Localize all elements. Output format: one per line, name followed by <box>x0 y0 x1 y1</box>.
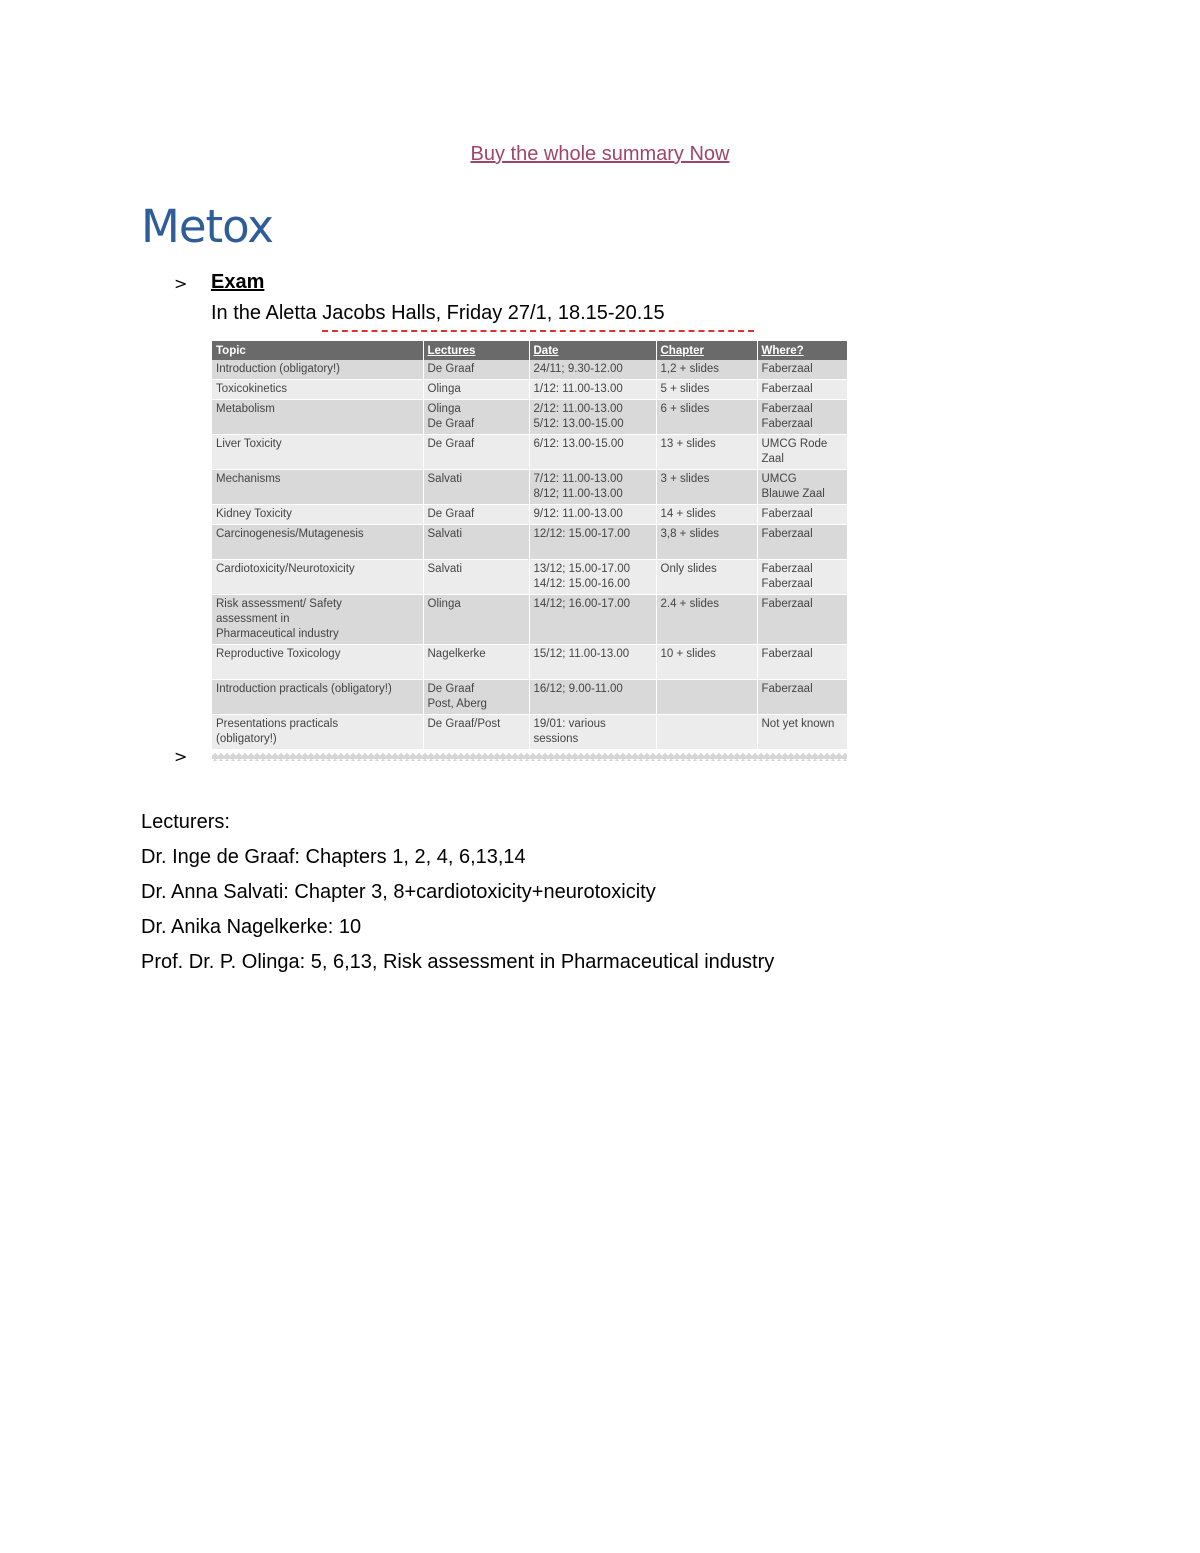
cell-date: 13/12; 15.00-17.00 14/12: 15.00-16.00 <box>529 560 656 595</box>
header-topic: Topic <box>212 341 423 360</box>
torn-edge <box>212 753 847 761</box>
schedule-table <box>212 341 848 750</box>
cell-lectures: Olinga De Graaf <box>423 400 529 435</box>
table-row <box>212 715 847 750</box>
table-row <box>212 645 847 680</box>
cell-topic: Introduction practicals (obligatory!) <box>212 680 423 715</box>
cell-topic: Carcinogenesis/Mutagenesis <box>212 525 423 560</box>
cell-chapter: 6 + slides <box>656 400 757 435</box>
cell-topic: Mechanisms <box>212 470 423 505</box>
cell-where: UMCG Rode Zaal <box>757 435 847 470</box>
table-row <box>212 360 847 380</box>
cell-chapter <box>656 715 757 750</box>
cell-where: Faberzaal Faberzaal <box>757 560 847 595</box>
table-row <box>212 380 847 400</box>
cell-chapter: 3 + slides <box>656 470 757 505</box>
table-row <box>212 560 847 595</box>
lecturer-line: Prof. Dr. P. Olinga: 5, 6,13, Risk assessment in Pharmaceutical industry <box>141 951 775 973</box>
cell-topic: Presentations practicals (obligatory!) <box>212 715 423 750</box>
document-title: Metox <box>141 200 273 253</box>
cell-date: 15/12; 11.00-13.00 <box>529 645 656 680</box>
cell-date: 6/12: 13.00-15.00 <box>529 435 656 470</box>
lecturer-line: Dr. Anika Nagelkerke: 10 <box>141 916 362 938</box>
exam-heading: Exam <box>211 271 265 293</box>
table-row <box>212 680 847 715</box>
cell-date: 14/12; 16.00-17.00 <box>529 595 656 645</box>
lecturer-line: Dr. Anna Salvati: Chapter 3, 8+cardiotoxicity+neurotoxicity <box>141 881 656 903</box>
lecturer-line: Dr. Inge de Graaf: Chapters 1, 2, 4, 6,13,14 <box>141 846 526 868</box>
cell-topic: Reproductive Toxicology <box>212 645 423 680</box>
cell-chapter: 1,2 + slides <box>656 360 757 380</box>
cell-where: Faberzaal <box>757 525 847 560</box>
cell-where: Not yet known <box>757 715 847 750</box>
bullet-chevron-icon: > <box>174 274 188 293</box>
cell-lectures: Nagelkerke <box>423 645 529 680</box>
cell-where: Faberzaal <box>757 505 847 525</box>
header-where: Where? <box>757 341 847 360</box>
cell-chapter: 5 + slides <box>656 380 757 400</box>
cell-lectures: Olinga <box>423 595 529 645</box>
cell-chapter: 3,8 + slides <box>656 525 757 560</box>
cell-chapter: 13 + slides <box>656 435 757 470</box>
cell-where: Faberzaal Faberzaal <box>757 400 847 435</box>
table-row <box>212 525 847 560</box>
table-row <box>212 505 847 525</box>
cell-where: Faberzaal <box>757 645 847 680</box>
cell-topic: Metabolism <box>212 400 423 435</box>
cell-topic: Kidney Toxicity <box>212 505 423 525</box>
cell-chapter: 2.4 + slides <box>656 595 757 645</box>
lecturers-section <box>141 805 774 980</box>
cell-lectures: Salvati <box>423 560 529 595</box>
cell-topic: Liver Toxicity <box>212 435 423 470</box>
bullet-chevron-icon: > <box>174 747 188 766</box>
buy-summary-link[interactable]: Buy the whole summary Now <box>470 143 730 165</box>
cell-lectures: De Graaf <box>423 505 529 525</box>
cell-lectures: De Graaf <box>423 360 529 380</box>
schedule-body <box>212 360 847 750</box>
exam-detail: In the Aletta Jacobs Halls, Friday 27/1, 18.15-20.15 <box>211 302 665 324</box>
cell-topic: Introduction (obligatory!) <box>212 360 423 380</box>
cell-chapter: Only slides <box>656 560 757 595</box>
cell-lectures: De Graaf/Post <box>423 715 529 750</box>
cell-where: Faberzaal <box>757 595 847 645</box>
header-lectures: Lectures <box>423 341 529 360</box>
cell-topic: Cardiotoxicity/Neurotoxicity <box>212 560 423 595</box>
strikethrough-mark <box>322 330 754 332</box>
cell-where: Faberzaal <box>757 680 847 715</box>
cell-lectures: Salvati <box>423 525 529 560</box>
cell-date: 19/01: various sessions <box>529 715 656 750</box>
cell-date: 16/12; 9.00-11.00 <box>529 680 656 715</box>
cell-date: 9/12: 11.00-13.00 <box>529 505 656 525</box>
cell-chapter: 14 + slides <box>656 505 757 525</box>
cell-chapter: 10 + slides <box>656 645 757 680</box>
cell-chapter <box>656 680 757 715</box>
header-chapter: Chapter <box>656 341 757 360</box>
cell-topic: Toxicokinetics <box>212 380 423 400</box>
cell-lectures: Olinga <box>423 380 529 400</box>
cell-where: Faberzaal <box>757 360 847 380</box>
cell-lectures: De Graaf Post, Aberg <box>423 680 529 715</box>
header-date: Date <box>529 341 656 360</box>
cell-date: 12/12: 15.00-17.00 <box>529 525 656 560</box>
cell-where: Faberzaal <box>757 380 847 400</box>
cell-where: UMCG Blauwe Zaal <box>757 470 847 505</box>
cell-date: 24/11; 9.30-12.00 <box>529 360 656 380</box>
table-header-row <box>212 341 847 360</box>
cell-topic: Risk assessment/ Safety assessment in Pharmaceutical industry <box>212 595 423 645</box>
lecturers-heading: Lecturers: <box>141 811 230 833</box>
table-row <box>212 400 847 435</box>
cell-lectures: Salvati <box>423 470 529 505</box>
cell-date: 2/12: 11.00-13.00 5/12: 13.00-15.00 <box>529 400 656 435</box>
cell-date: 7/12: 11.00-13.00 8/12; 11.00-13.00 <box>529 470 656 505</box>
table-row <box>212 595 847 645</box>
table-row <box>212 435 847 470</box>
table-row <box>212 470 847 505</box>
cell-date: 1/12: 11.00-13.00 <box>529 380 656 400</box>
cell-lectures: De Graaf <box>423 435 529 470</box>
